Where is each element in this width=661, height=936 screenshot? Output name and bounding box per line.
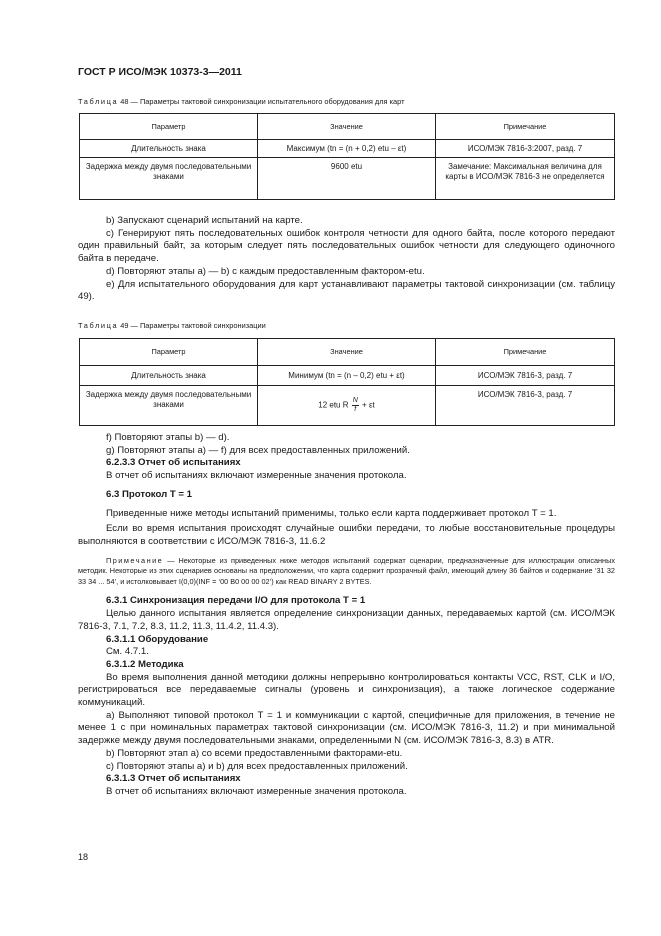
list-item: c) Генерируют пять последовательных ошибок контроля четности для одного байта, после которого передают один правильный байт, за которым следует пять последовательных ошибок четности для следующего одиночного байта в передаче.	[78, 227, 615, 265]
column-header: Значение	[258, 339, 436, 366]
table-cell: Минимум (tn = (n – 0,2) etu + εt)	[258, 366, 436, 386]
paragraph: Целью данного испытания является определение синхронизации данных, передаваемых картой (см. ИСО/МЭК 7816-3, 7.1, 7.2, 8.3, 11.2, 11.3, 11.4.2, 11.4.3).	[78, 608, 615, 632]
list-item: d) Повторяют этапы a) — b) с каждым предоставленным фактором-etu.	[106, 265, 425, 277]
table-cell: Максимум (tn = (n + 0,2) etu – εt)	[258, 140, 436, 158]
table-cell: Длительность знака	[80, 140, 258, 158]
formula-fraction: $\frac{N}{f}$	[352, 397, 358, 413]
list-item: a) Выполняют типовой протокол T = 1 и коммуникации с картой, специфичные для приложения, в течение не менее 1 с при номинальных параметрах тактовой синхронизации (см. ИСО/МЭК 7816-3, 11.2) и при минимальной задержке между двумя последовательными знаками, определенными N (см. ИСО/МЭК 7816-3, 8.3) в ATR.	[78, 709, 615, 747]
table-cell: Длительность знака	[80, 366, 258, 386]
table-header-row	[80, 114, 615, 140]
paragraph: Приведенные ниже методы испытаний применимы, только если карта поддерживает протокол T = 1.	[106, 507, 557, 519]
table-cell: ИСО/МЭК 7816-3, разд. 7	[436, 366, 615, 386]
column-header: Параметр	[80, 114, 258, 140]
section-heading-6-2-3-3: 6.2.3.3 Отчет об испытаниях	[106, 457, 241, 469]
column-header: Примечание	[436, 114, 615, 140]
column-header: Параметр	[80, 339, 258, 366]
table-cell: ИСО/МЭК 7816-3, разд. 7	[436, 386, 615, 426]
section-heading-6-3-1-1: 6.3.1.1 Оборудование	[106, 633, 209, 645]
text-block-2	[78, 432, 615, 799]
table-48	[79, 113, 615, 200]
table-48-caption: Таблица 48 — Параметры тактовой синхронизации испытательного оборудования для карт	[78, 97, 405, 106]
list-item: e) Для испытательного оборудования для карт устанавливают параметры тактовой синхронизации (см. таблицу 49).	[78, 278, 615, 303]
paragraph: См. 4.7.1.	[106, 646, 149, 658]
formula-prefix: 12 etu R	[318, 400, 349, 410]
table-row	[80, 366, 615, 386]
paragraph: В отчет об испытаниях включают измеренные значения протокола.	[106, 470, 407, 482]
list-item: b) Запускают сценарий испытаний на карте.	[106, 215, 303, 226]
paragraph: Если во время испытания происходят случайные ошибки передачи, то любые восстановительные процедуры выполняются в соответствии с ИСО/МЭК 7816-3, 11.6.2	[78, 523, 615, 547]
table-cell: Задержка между двумя последовательными знаками	[80, 158, 258, 200]
standard-header: ГОСТ Р ИСО/МЭК 10373-3—2011	[78, 66, 242, 78]
list-item: g) Повторяют этапы a) — f) для всех предоставленных приложений.	[106, 444, 410, 456]
table-row	[80, 386, 615, 426]
table-cell: ИСО/МЭК 7816-3:2007, разд. 7	[436, 140, 615, 158]
paragraph: В отчет об испытаниях включают измеренные значения протокола.	[106, 785, 407, 797]
note: Примечание — Некоторые из приведенных ниже методов испытаний содержат сценарии, предназначенные для иллюстрации описанных методик. Некоторые из этих сценариев основаны на предположении, что карта содержит прозрачный файл, имеющий длину 36 байтов и содержание ‘31 32 33 34 ... 54’, и истолковывает I(0,0)(INF = ‘00 B0 00 00 02’) как READ BINARY 2 BYTES.	[78, 555, 615, 586]
list-item: c) Повторяют этапы a) и b) для всех предоставленных приложений.	[106, 760, 408, 772]
table-header-row	[80, 339, 615, 366]
section-heading-6-3: 6.3 Протокол T = 1	[106, 488, 192, 500]
list-item: b) Повторяют этап a) со всеми предоставленными факторами-etu.	[106, 747, 403, 759]
table-49-caption: Таблица 49 — Параметры тактовой синхронизации	[78, 321, 266, 330]
table-row	[80, 140, 615, 158]
table-cell: Задержка между двумя последовательными знаками	[80, 386, 258, 426]
table-cell: Замечание: Максимальная величина для карты в ИСО/МЭК 7816-3 не определяется	[436, 158, 615, 200]
column-header: Значение	[258, 114, 436, 140]
formula-suffix: + εt	[362, 400, 375, 410]
section-heading-6-3-1-2: 6.3.1.2 Методика	[106, 658, 184, 670]
paragraph: Во время выполнения данной методики должны непрерывно контролироваться контакты VCC, RST, CLK и I/O, регистрироваться все передаваемые сигналы (уровень и синхронизация), а также логическое содержание коммуникаций.	[78, 671, 615, 709]
text-block-1	[78, 215, 615, 304]
section-heading-6-3-1: 6.3.1 Синхронизация передачи I/O для протокола T = 1	[106, 595, 366, 607]
table-row	[80, 158, 615, 200]
table-49	[79, 338, 615, 426]
table-cell-formula	[258, 386, 436, 426]
page-number: 18	[78, 852, 89, 862]
table-cell: 9600 etu	[258, 158, 436, 200]
section-heading-6-3-1-3: 6.3.1.3 Отчет об испытаниях	[106, 773, 241, 785]
column-header: Примечание	[436, 339, 615, 366]
list-item: f) Повторяют этапы b) — d).	[106, 432, 230, 443]
